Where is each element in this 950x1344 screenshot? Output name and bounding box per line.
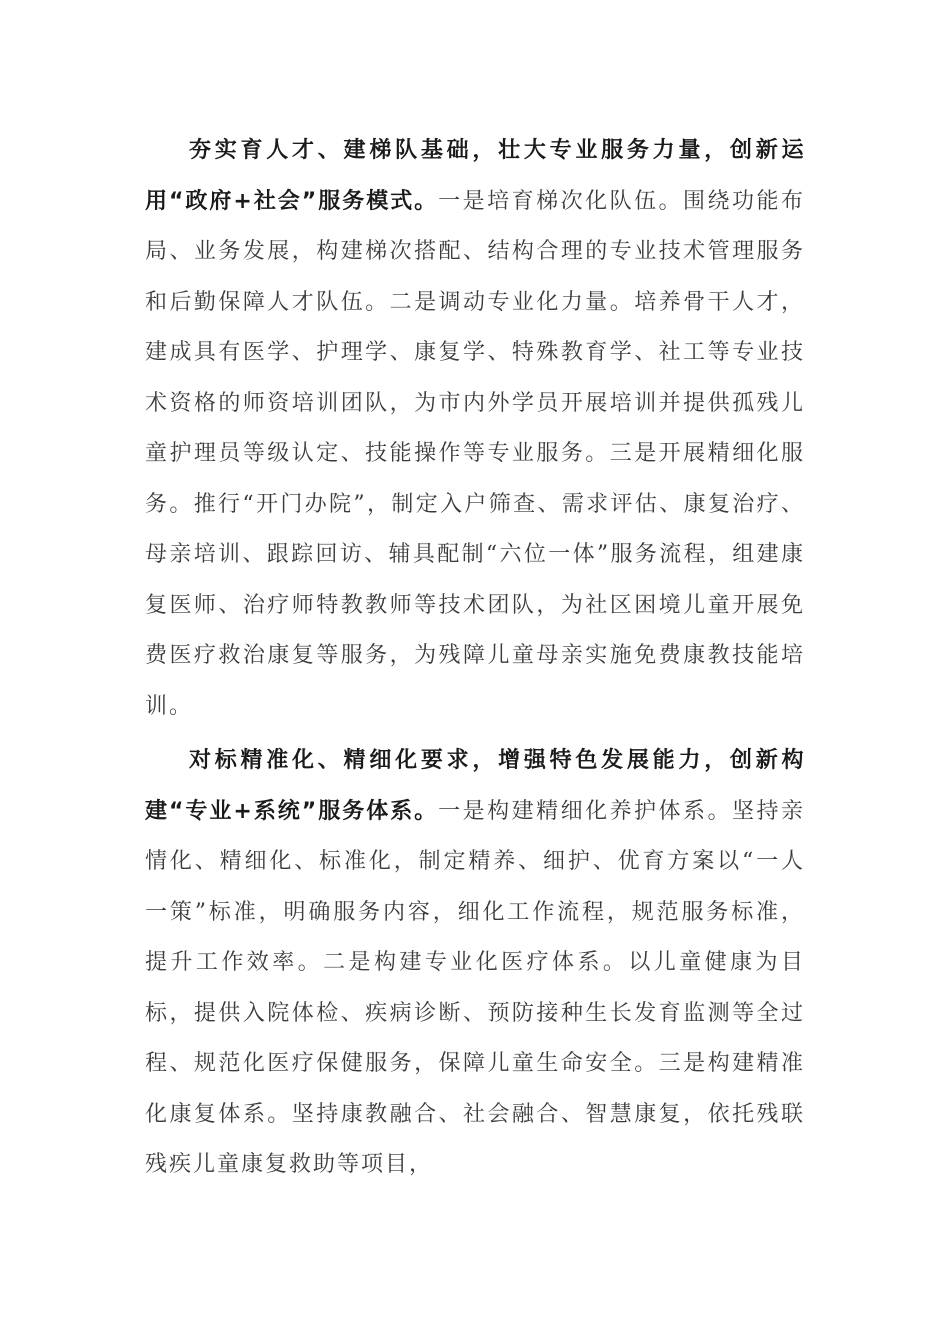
document-page (145, 126, 805, 1191)
paragraph-2-lead: 对标精准化、精细化要求，增强特色发展能力，创新构建“专业+系统”服务体系。 (145, 748, 805, 824)
paragraph-1 (145, 126, 805, 732)
paragraph-1-body: 一是培育梯次化队伍。围绕功能布局、业务发展，构建梯次搭配、结构合理的专业技术管理服务和后勤保障人才队伍。二是调动专业化力量。培养骨干人才，建成具有医学、护理学、康复学、特殊教育学、社工等专业技术资格的师资培训团队，为市内外学员开展培训并提供孤残儿童护理员等级认定、技能操作等专业服务。三是开展精细化服务。推行“开门办院”，制定入户筛查、需求评估、康复治疗、母亲培训、跟踪回访、辅具配制“六位一体”服务流程，组建康复医师、治疗师特教教师等技术团队，为社区困境儿童开展免费医疗救治康复等服务，为残障儿童母亲实施免费康教技能培训。 (145, 188, 805, 719)
paragraph-1-lead: 夯实育人才、建梯队基础，壮大专业服务力量，创新运用“政府+社会”服务模式。 (145, 138, 805, 214)
paragraph-2 (145, 736, 805, 1191)
paragraph-2-body: 一是构建精细化养护体系。坚持亲情化、精细化、标准化，制定精养、细护、优育方案以“一人一策”标准，明确服务内容，细化工作流程，规范服务标准，提升工作效率。二是构建专业化医疗体系。以儿童健康为目标，提供入院体检、疾病诊断、预防接种生长发育监测等全过程、规范化医疗保健服务，保障儿童生命安全。三是构建精准化康复体系。坚持康教融合、社会融合、智慧康复，依托残联残疾儿童康复救助等项目， (145, 798, 805, 1177)
